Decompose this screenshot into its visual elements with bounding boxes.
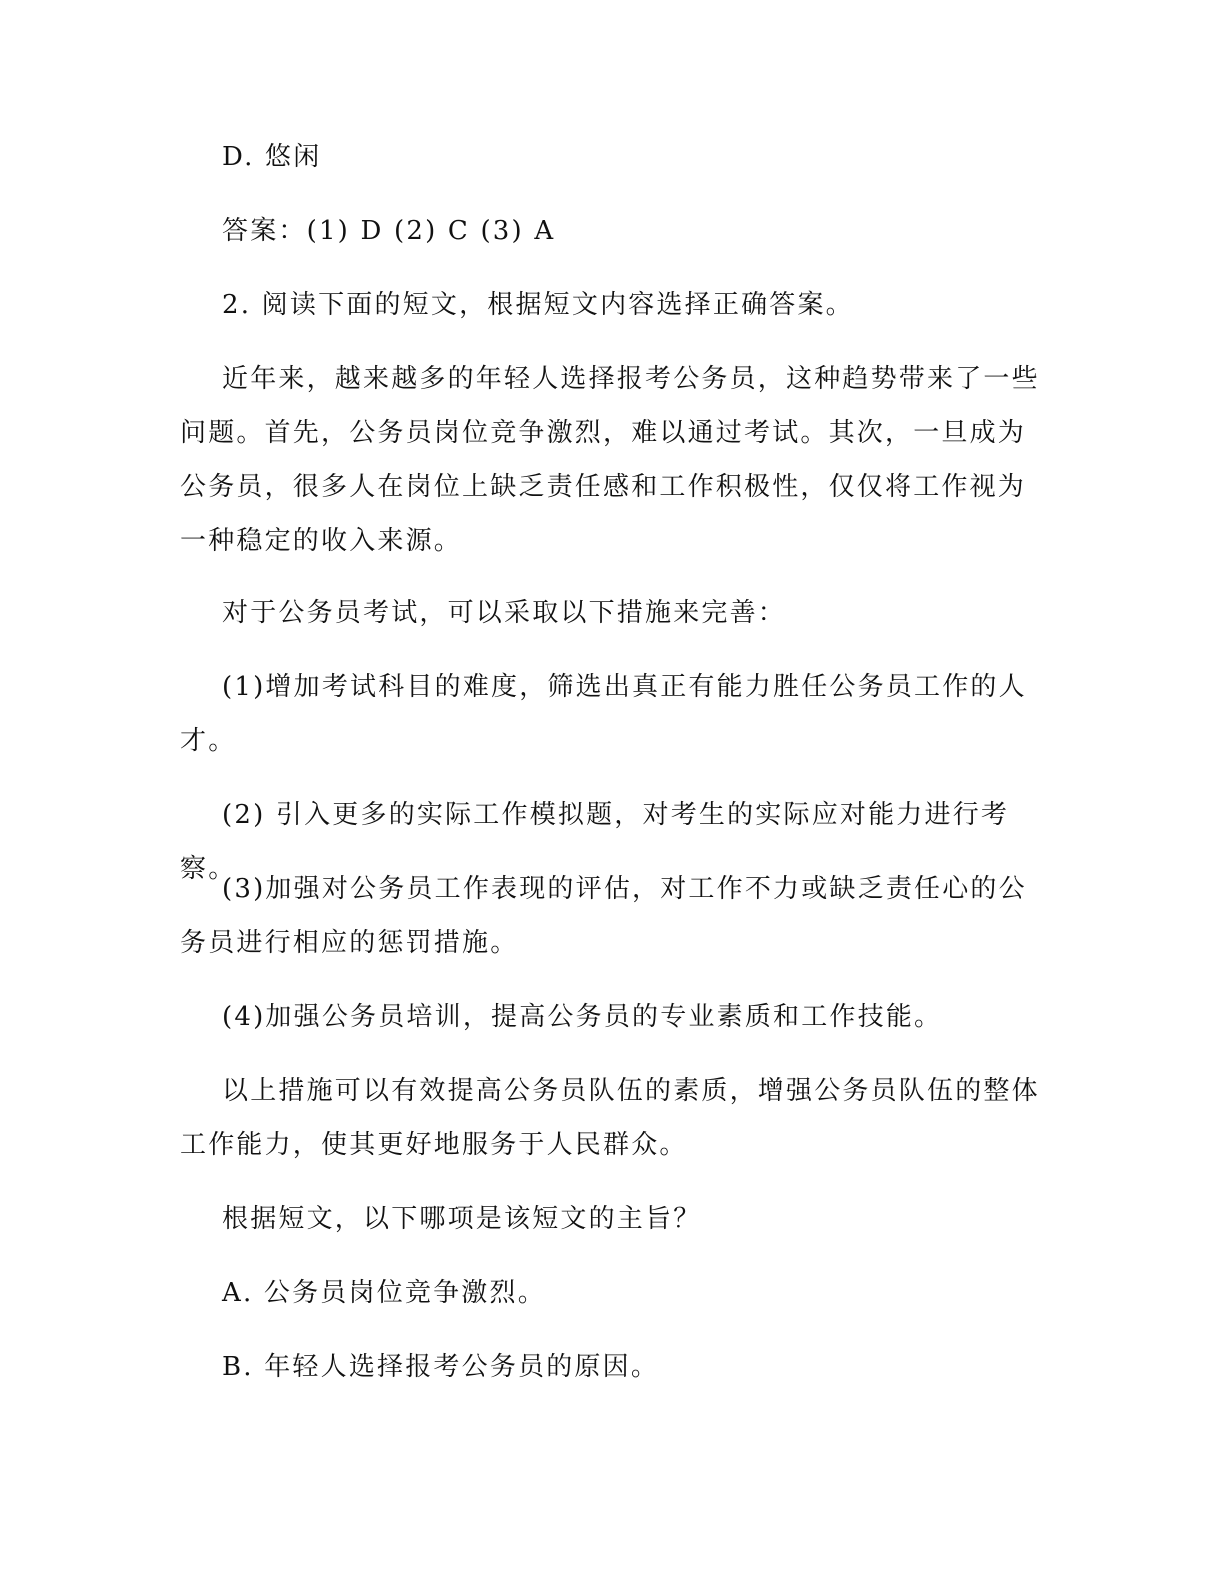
answer-line bbox=[180, 204, 1060, 258]
text-line: A. 公务员岗位竞争激烈。 bbox=[222, 1278, 546, 1308]
text-line: 答案：(1) D (2) C (3) A bbox=[222, 216, 556, 246]
question-stem bbox=[180, 1192, 1060, 1246]
passage-paragraph-2 bbox=[180, 586, 1060, 640]
text-line: B. 年轻人选择报考公务员的原因。 bbox=[222, 1352, 660, 1382]
option-b bbox=[180, 1340, 1060, 1394]
text-line: 一种稳定的收入来源。 bbox=[180, 526, 463, 556]
text-line: 工作能力，使其更好地服务于人民群众。 bbox=[180, 1130, 688, 1160]
text-line: (4)加强公务员培训，提高公务员的专业素质和工作技能。 bbox=[222, 1002, 943, 1032]
text-line: (3)加强对公务员工作表现的评估，对工作不力或缺乏责任心的公 bbox=[222, 874, 1027, 904]
option-a bbox=[180, 1266, 1060, 1320]
text-line: 问题。首先，公务员岗位竞争激烈，难以通过考试。其次，一旦成为 bbox=[180, 418, 1027, 448]
text-line: D. 悠闲 bbox=[222, 142, 322, 172]
question-2-heading bbox=[180, 278, 1060, 332]
text-line: 近年来，越来越多的年轻人选择报考公务员，这种趋势带来了一些 bbox=[222, 364, 1040, 394]
text-line: 以上措施可以有效提高公务员队伍的素质，增强公务员队伍的整体 bbox=[222, 1076, 1040, 1106]
text-line: 根据短文，以下哪项是该短文的主旨？ bbox=[222, 1204, 702, 1234]
passage-conclusion bbox=[180, 1064, 1060, 1172]
measure-item-4 bbox=[180, 990, 1060, 1044]
text-line: (2) 引入更多的实际工作模拟题，对考生的实际应对能力进行考察。 bbox=[180, 800, 1010, 884]
text-line: (1)增加考试科目的难度，筛选出真正有能力胜任公务员工作的人 bbox=[222, 672, 1027, 702]
measure-item-3 bbox=[180, 862, 1060, 970]
measure-item-1 bbox=[180, 660, 1060, 768]
text-line: 才。 bbox=[180, 726, 237, 756]
text-line: 务员进行相应的惩罚措施。 bbox=[180, 928, 519, 958]
passage-paragraph-1 bbox=[180, 352, 1060, 568]
text-line: 公务员，很多人在岗位上缺乏责任感和工作积极性，仅仅将工作视为 bbox=[180, 472, 1027, 502]
text-line: 对于公务员考试，可以采取以下措施来完善： bbox=[222, 598, 787, 628]
option-d-previous bbox=[180, 130, 1060, 184]
text-line: 2. 阅读下面的短文，根据短文内容选择正确答案。 bbox=[222, 290, 854, 320]
